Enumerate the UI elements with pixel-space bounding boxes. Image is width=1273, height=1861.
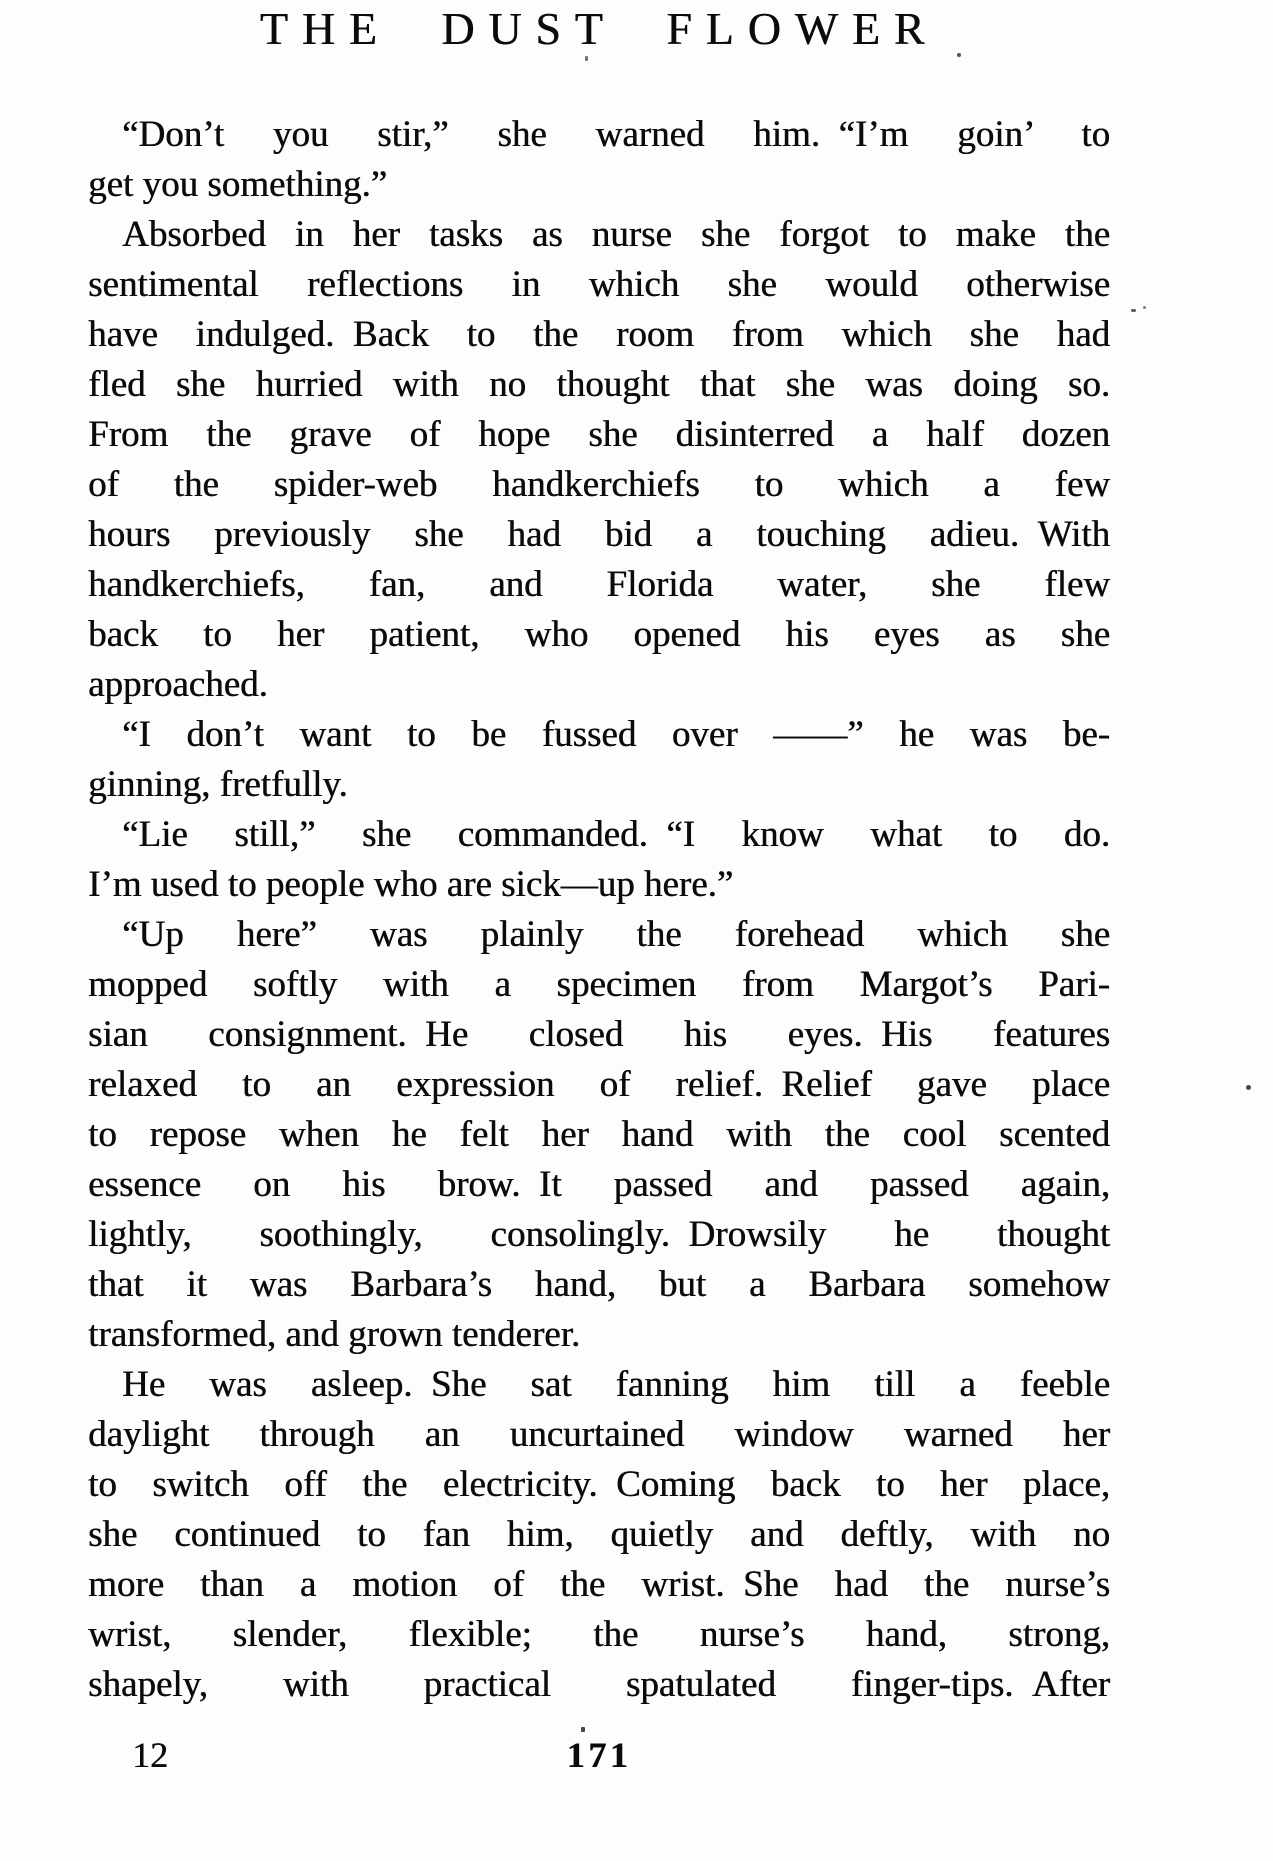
text-lines [88,110,1110,1710]
text-line: mopped softly with a specimen from Margot’s Pari- [88,964,1110,1005]
text-line: shapely, with practical spatulated finger-tips. After [88,1664,1110,1705]
text-line: He was asleep. She sat fanning him till a feeble [122,1364,1110,1405]
text-line: “Up here” was plainly the forehead which she [122,914,1110,955]
scan-speck [1131,309,1136,312]
running-head: THE DUST FLOWER [259,3,939,54]
text-line: back to her patient, who opened his eyes as she [88,614,1110,655]
page-footer [88,1734,1110,1784]
scan-speck [1246,1085,1251,1090]
text-line: hours previously she had bid a touching adieu. With [88,514,1110,555]
text-line: daylight through an uncurtained window warned her [88,1414,1110,1455]
text-line: that it was Barbara’s hand, but a Barbara somehow [88,1264,1110,1305]
text-line: “Don’t you stir,” she warned him. “I’m goin’ to [122,114,1110,155]
text-line: get you something.” [88,164,388,205]
text-line: ginning, fretfully. [88,764,348,805]
scan-speck [581,1727,585,1732]
scan-speck [1143,306,1146,309]
text-line: lightly, soothingly, consolingly. Drowsily he thought [88,1214,1110,1255]
text-line: to repose when he felt her hand with the cool scented [88,1114,1110,1155]
text-line: approached. [88,664,268,705]
text-line: “Lie still,” she commanded. “I know what to do. [122,814,1110,855]
text-line: to switch off the electricity. Coming back to her place, [88,1464,1110,1505]
scan-speck [585,56,588,61]
text-line: transformed, and grown tenderer. [88,1314,581,1355]
text-line: Absorbed in her tasks as nurse she forgot to make the [122,214,1110,255]
page-number: 171 [566,1735,632,1775]
text-line: have indulged. Back to the room from which she had [88,314,1110,355]
text-line: essence on his brow. It passed and passed again, [88,1164,1110,1205]
text-line: wrist, slender, flexible; the nurse’s hand, strong, [88,1614,1110,1655]
text-line: fled she hurried with no thought that she was doing so. [88,364,1110,405]
text-line: relaxed to an expression of relief. Relief gave place [88,1064,1110,1105]
text-block [88,110,1110,1710]
text-line: of the spider-web handkerchiefs to which a few [88,464,1110,505]
text-line: I’m used to people who are sick—up here.” [88,864,734,905]
text-line: handkerchiefs, fan, and Florida water, she flew [88,564,1110,605]
scan-speck [957,53,961,57]
text-line: more than a motion of the wrist. She had the nurse’s [88,1564,1110,1605]
text-line: “I don’t want to be fussed over ——” he was be- [122,714,1110,755]
text-line: she continued to fan him, quietly and deftly, with no [88,1514,1110,1555]
text-line: From the grave of hope she disinterred a half dozen [88,414,1110,455]
signature-mark: 12 [132,1735,168,1775]
text-line: sian consignment. He closed his eyes. His features [88,1014,1110,1055]
text-line: sentimental reflections in which she would otherwise [88,264,1110,305]
